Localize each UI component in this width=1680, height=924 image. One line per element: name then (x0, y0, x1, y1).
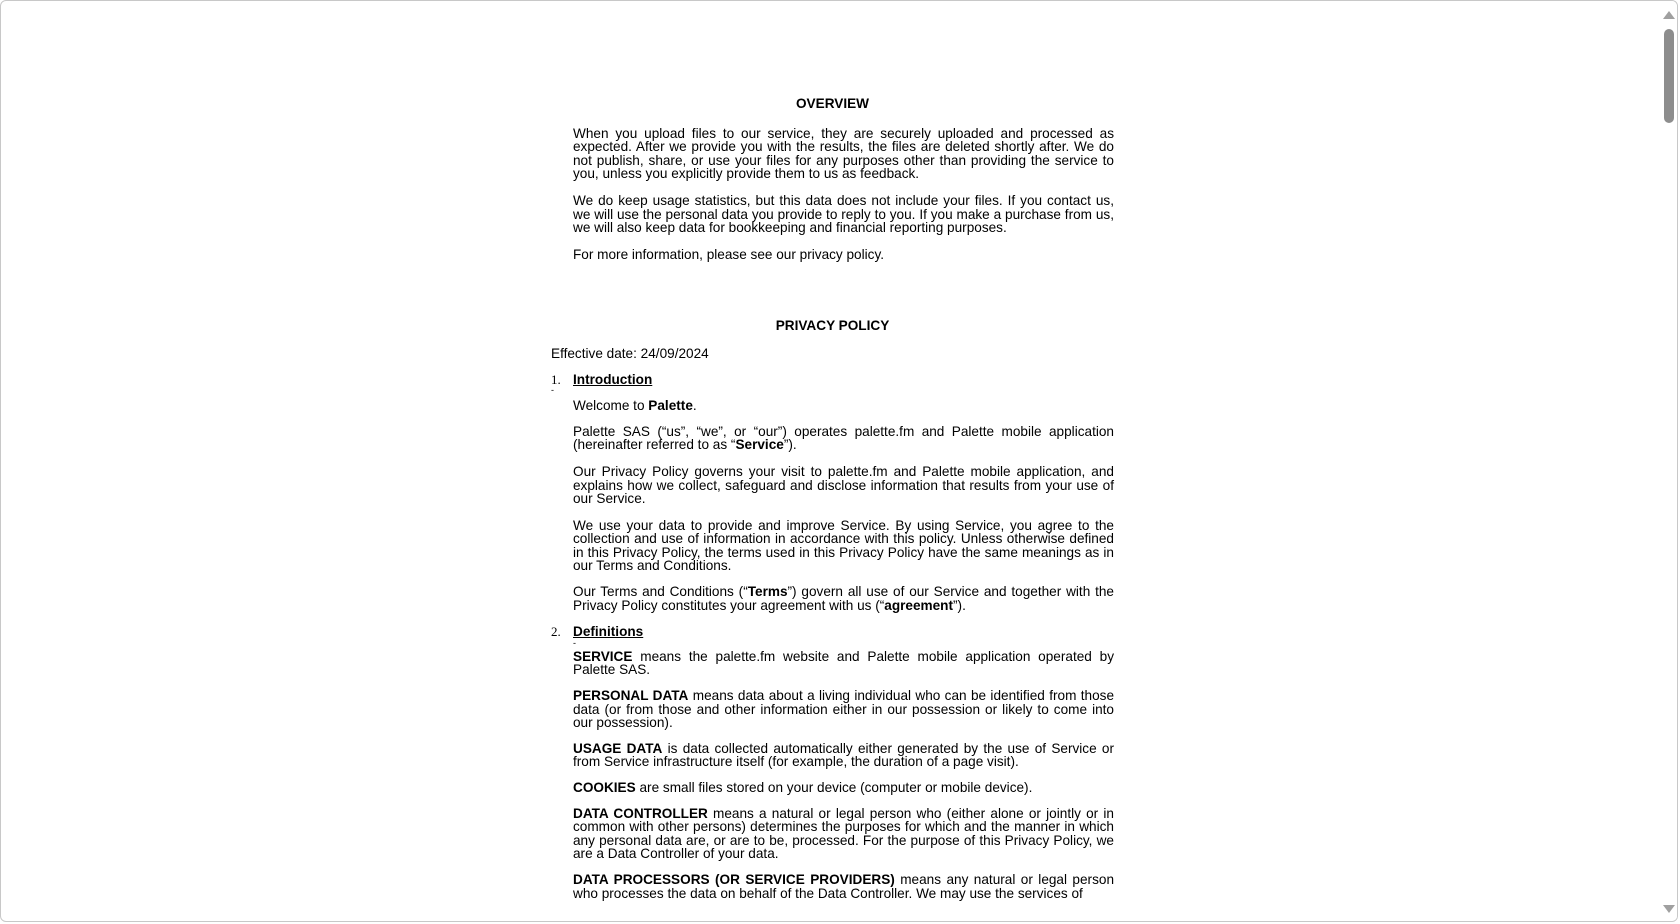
section-introduction-title (551, 373, 1114, 387)
definition-service (551, 650, 1114, 677)
scrollbar-thumb[interactable] (1664, 29, 1674, 123)
defined-term: SERVICE (573, 648, 633, 664)
privacy-policy-heading: PRIVACY POLICY (775, 318, 890, 334)
intro-paragraph-3: We use your data to provide and improve Service. By using Service, you agree to the collection and use of information in accordance with this policy. Unless otherwise defined in this Privacy Policy, the terms used in this Privacy Policy have the same meanings as in our Terms and Conditions. (573, 517, 1114, 574)
defined-term: DATA CONTROLLER (573, 805, 708, 821)
defined-term: Service (735, 437, 784, 453)
section-number: 2. (551, 624, 561, 640)
defined-term: PERSONAL DATA (573, 688, 689, 704)
text-span: means a natural or legal person who (either alone or jointly or in common with other persons) determines the purposes for which and the manner in which any personal data are, or are to be, processed. For the purpose of this Privacy Policy, we are a Data Controller of your data. (573, 805, 1114, 862)
vertical-scrollbar[interactable] (1660, 1, 1677, 922)
text-span: are small files stored on your device (computer or mobile device). (635, 780, 1033, 795)
privacy-policy-link[interactable]: For more information, please see our privacy policy. (573, 246, 885, 262)
overview-paragraph-3 (551, 248, 1114, 262)
section-number: 1. (551, 371, 561, 387)
scroll-down-arrow-icon[interactable] (1663, 905, 1675, 913)
scroll-up-arrow-icon[interactable] (1663, 11, 1675, 19)
overview-paragraph-2: We do keep usage statistics, but this data does not include your files. If you contact us, we will use the personal data you provide to reply to you. If you make a purchase from us, we will also keep data for bookkeeping and financial reporting purposes. (573, 192, 1114, 236)
overview-paragraph-1: When you upload files to our service, they are securely uploaded and processed as expected. After we provide you with the results, the files are deleted shortly after. We do not publish, share, or use your files for any purposes other than providing the service to you, unless you explicitly provide them to us as feedback. (573, 125, 1114, 182)
defined-term: Terms (747, 584, 788, 600)
text-span: means the palette.fm website and Palette mobile application operated by Palette SAS. (573, 648, 1114, 678)
policy-document (551, 97, 1114, 900)
defined-term: DATA PROCESSORS (OR SERVICE PROVIDERS) (573, 871, 895, 887)
section-definitions-title (551, 625, 1114, 639)
text-span: is data collected automatically either generated by the use of Service or from Service infrastructure itself (for example, the duration of a page visit). (573, 740, 1115, 770)
text-span: ”) govern all use of our Service and together with the Privacy Policy constitutes your agreement with us (“ (573, 584, 1114, 613)
defined-term: agreement (884, 597, 954, 613)
brand-name: Palette (648, 398, 693, 414)
definition-personal-data (551, 689, 1114, 730)
definition-data-processors (551, 873, 1114, 900)
defined-term: COOKIES (573, 780, 636, 795)
effective-date: Effective date: 24/09/2024 (551, 345, 709, 361)
intro-paragraph-4 (551, 585, 1114, 612)
section-title-text: Definitions (573, 624, 644, 640)
text-span: Palette SAS (“us”, “we”, or “our”) operates palette.fm and Palette mobile application (hereinafter referred to as “ (573, 423, 1114, 453)
defined-term: USAGE DATA (573, 740, 663, 756)
text-span: means data about a living individual who can be identified from those data (or from those and other information either in our possession or likely to come into our possession). (573, 688, 1115, 731)
intro-paragraph-1 (551, 425, 1114, 452)
overview-heading: OVERVIEW (795, 96, 870, 111)
text-span: means any natural or legal person who processes the data on behalf of the Data Controller. We may use the services of (573, 871, 1115, 901)
definition-data-controller (551, 807, 1114, 861)
list-marker: - (573, 637, 576, 648)
text-span: ”). (783, 437, 797, 453)
text-span: ”). (953, 597, 966, 613)
definition-cookies (551, 781, 1114, 795)
text-span: . (692, 398, 697, 414)
definition-usage-data (551, 742, 1114, 769)
text-span: Welcome to (573, 398, 649, 414)
intro-paragraph-2: Our Privacy Policy governs your visit to palette.fm and Palette mobile application, and explains how we collect, safeguard and disclose information that results from your use of our Service. (573, 463, 1114, 507)
welcome-paragraph (551, 399, 1114, 413)
list-marker: - (551, 385, 554, 396)
section-title-text: Introduction (573, 371, 653, 387)
text-span: Our Terms and Conditions (“ (573, 584, 748, 600)
